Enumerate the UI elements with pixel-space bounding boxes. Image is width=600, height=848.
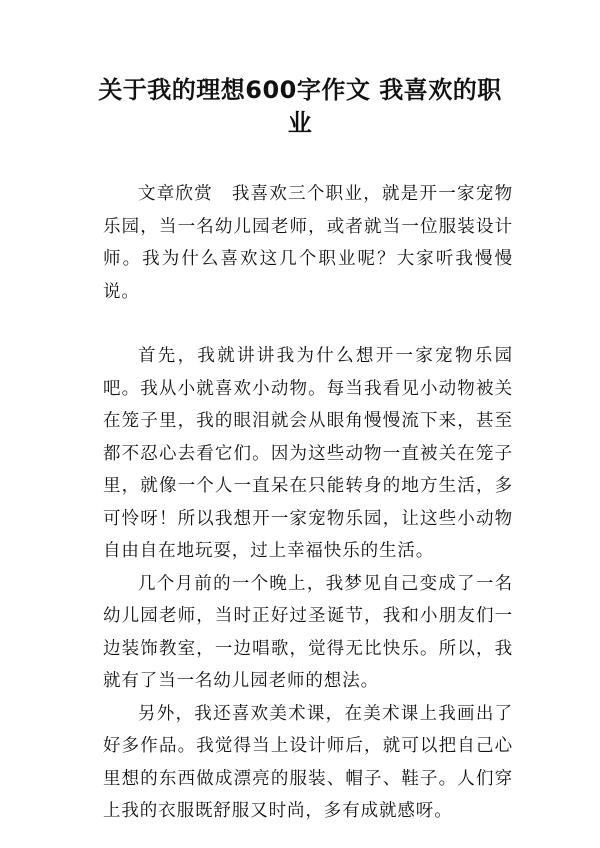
paragraph-pet-park: 首先，我就讲讲我为什么想开一家宠物乐园吧。我从小就喜欢小动物。每当我看见小动物被关在笼子里，我的眼泪就会从眼角慢慢流下来，甚至都不忍心去看它们。因为这些动物一直被关在笼子里，就像一个人一直呆在只能转身的地方生活，多可怜呀！所以我想开一家宠物乐园，让这些小动物自由自在地玩耍，过上幸福快乐的生活。: [103, 346, 513, 561]
paragraph-fashion-designer: 另外，我还喜欢美术课，在美术课上我画出了好多作品。我觉得当上设计师后，就可以把自己心里想的东西做成漂亮的服装、帽子、鞋子。人们穿上我的衣服既舒服又时尚，多有成就感呀。: [103, 703, 513, 821]
paragraph-kindergarten-teacher: 几个月前的一个晚上，我梦见自己变成了一名幼儿园老师，当时正好过圣诞节，我和小朋友们一边装饰教室，一边唱歌，觉得无比快乐。所以，我就有了当一名幼儿园老师的想法。: [103, 573, 513, 691]
paragraph-intro: 文章欣赏 我喜欢三个职业，就是开一家宠物乐园，当一名幼儿园老师，或者就当一位服装设计师。我为什么喜欢这几个职业呢？大家听我慢慢说。: [103, 184, 513, 302]
paragraph-gap: [103, 308, 513, 340]
page-title: 关于我的理想600字作文 我喜欢的职业: [98, 76, 502, 137]
article-body: [103, 178, 513, 828]
